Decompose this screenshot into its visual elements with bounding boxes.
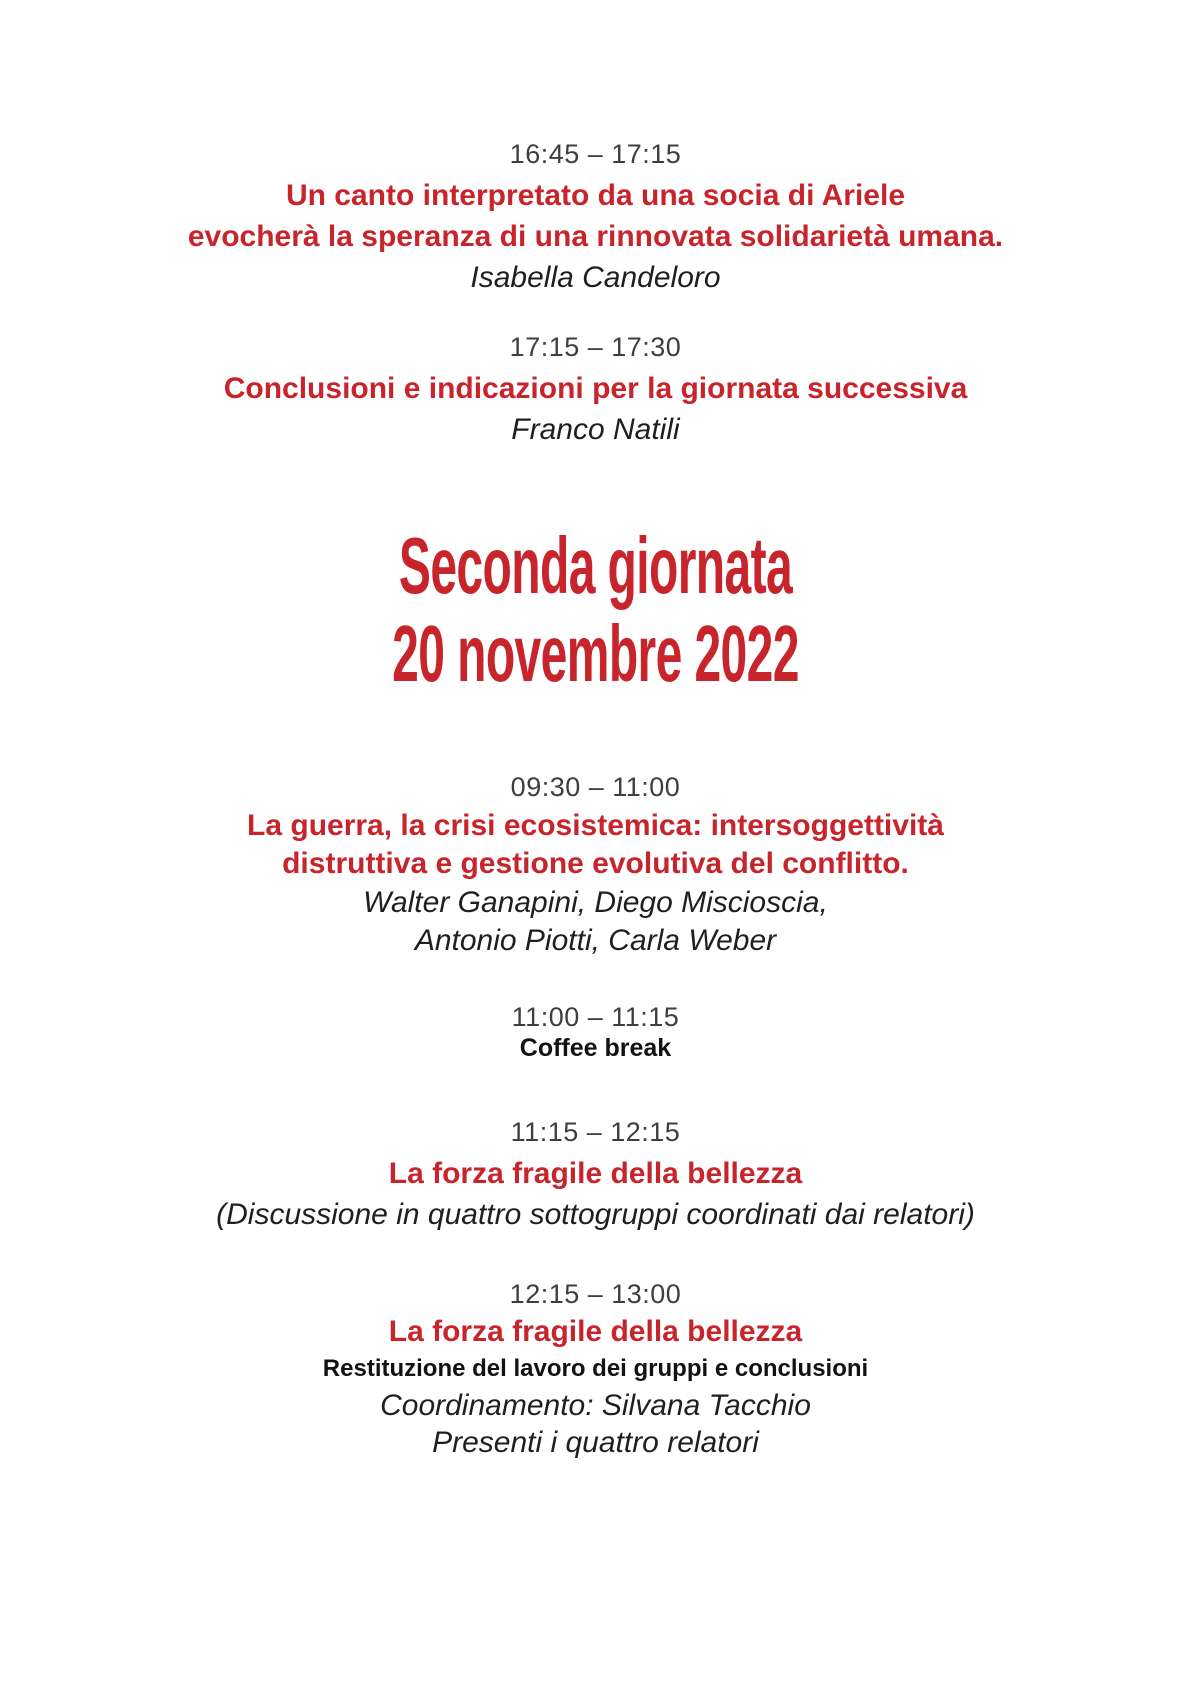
session-time: 16:45 – 17:15	[509, 139, 682, 169]
session-speaker: Presenti i quattro relatori	[432, 1426, 759, 1459]
session-note: (Discussione in quattro sottogruppi coordinati dai relatori)	[216, 1198, 975, 1231]
session-block-coffee-break	[0, 1002, 1191, 1064]
session-title-line: La forza fragile della bellezza	[388, 1157, 803, 1190]
session-block-forza-1	[0, 1112, 1191, 1235]
session-speaker: Antonio Piotti, Carla Weber	[414, 924, 777, 957]
session-title-line: evocherà la speranza di una rinnovata solidarietà umana.	[187, 220, 1004, 253]
day-title-line2: 20 novembre 2022	[392, 609, 799, 698]
session-title-line: La forza fragile della bellezza	[388, 1315, 803, 1348]
session-time: 12:15 – 13:00	[509, 1279, 682, 1309]
session-subtitle: Restituzione del lavoro dei gruppi e conclusioni	[322, 1355, 869, 1382]
session-title-line: La guerra, la crisi ecosistemica: intersoggettività	[247, 808, 944, 842]
day-title-line1: Seconda giornata	[398, 521, 793, 610]
session-time: 11:00 – 11:15	[511, 1002, 680, 1032]
day-title	[0, 522, 1191, 698]
coffee-break-label: Coffee break	[519, 1034, 672, 1062]
session-title-line: Conclusioni e indicazioni per la giornata successiva	[223, 372, 968, 405]
session-title-line: distruttiva e gestione evolutiva del conflitto.	[282, 847, 909, 880]
session-time: 17:15 – 17:30	[509, 332, 682, 362]
session-block-forza-2	[0, 1276, 1191, 1461]
session-speaker: Walter Ganapini, Diego Miscioscia,	[363, 885, 828, 919]
session-title-line: Un canto interpretato da una socia di Ariele	[285, 179, 905, 212]
session-speaker: Coordinamento: Silvana Tacchio	[380, 1389, 811, 1422]
session-time: 11:15 – 12:15	[510, 1117, 681, 1147]
session-block-conclusioni	[0, 327, 1191, 450]
session-speaker: Franco Natili	[511, 413, 680, 446]
session-speaker: Isabella Candeloro	[470, 261, 721, 294]
session-block-guerra	[0, 768, 1191, 961]
session-block-canto	[0, 134, 1191, 298]
session-time: 09:30 – 11:00	[510, 772, 681, 802]
